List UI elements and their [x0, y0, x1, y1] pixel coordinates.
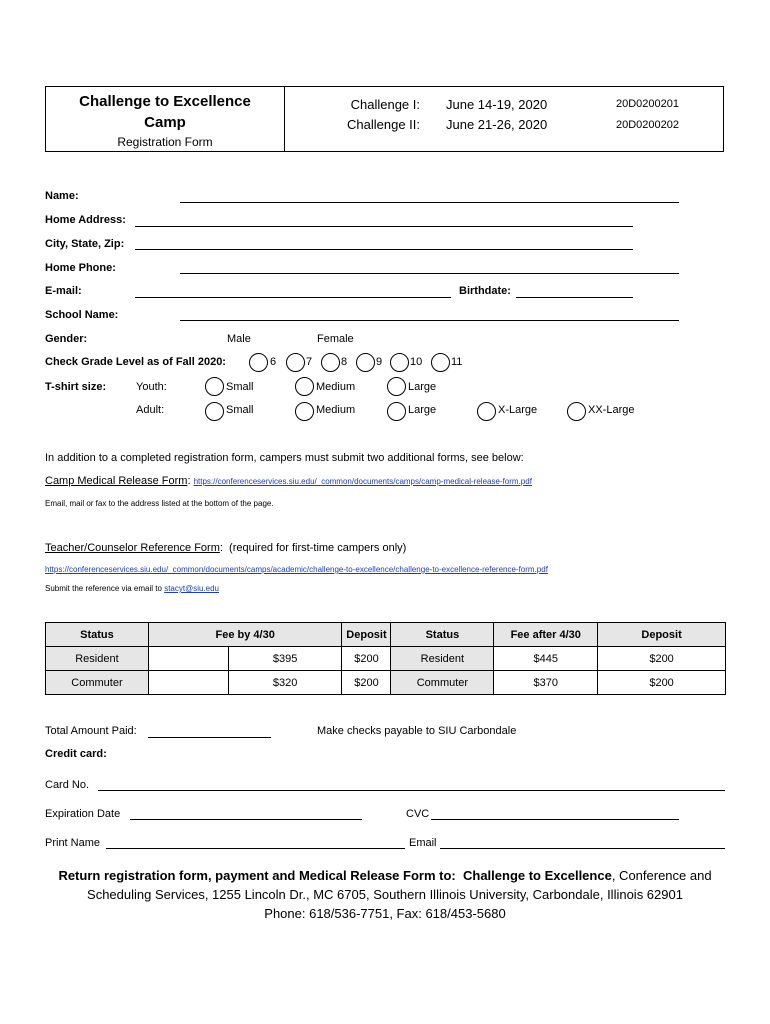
- row-status-2: Commuter: [391, 671, 494, 695]
- name-input-line[interactable]: [180, 202, 679, 203]
- school-name-label: School Name:: [45, 309, 119, 321]
- reference-form-link[interactable]: https://conferenceservices.siu.edu/_common/documents/camps/academic/challenge-to-excellence/challenge-to-excellence-reference-form.pdf: [45, 565, 548, 574]
- home-phone-label: Home Phone:: [45, 262, 116, 274]
- footer-org: Challenge to Excellence: [462, 868, 612, 883]
- youth-medium-radio[interactable]: [295, 377, 314, 396]
- email-label: E-mail:: [45, 285, 82, 297]
- adult-xxlarge-label: XX-Large: [588, 404, 635, 416]
- checkbox-cell[interactable]: [148, 647, 228, 671]
- reference-form-note: (required for first-time campers only): [229, 542, 407, 554]
- row-deposit-late: $200: [598, 647, 726, 671]
- adult-large-label: Large: [408, 404, 437, 416]
- table-row: [46, 671, 726, 695]
- fee-table-header: [46, 623, 726, 647]
- reference-submit-row: [45, 584, 219, 593]
- header-status: Status: [46, 623, 149, 647]
- header-title: [46, 91, 284, 133]
- row-fee-early: $320: [228, 671, 342, 695]
- payment-email-label: Email: [409, 837, 437, 849]
- card-no-input-line[interactable]: [98, 790, 725, 791]
- youth-large-radio[interactable]: [387, 377, 406, 396]
- credit-card-label: Credit card:: [45, 748, 107, 760]
- print-name-label: Print Name: [45, 837, 101, 849]
- session-2-label: Challenge II:: [347, 117, 420, 132]
- footer-line-3: Phone: 618/536-7751, Fax: 618/453-5680: [264, 906, 506, 921]
- medical-form-label: Camp Medical Release Form: [45, 475, 188, 487]
- grade-11-radio[interactable]: [431, 353, 450, 372]
- reference-submit-text: Submit the reference via email to: [45, 584, 162, 593]
- additional-forms-intro: In addition to a completed registration form, campers must submit two additional forms, see below:: [45, 452, 524, 464]
- cvc-label: CVC: [406, 808, 430, 820]
- adult-small-radio[interactable]: [205, 402, 224, 421]
- school-name-input-line[interactable]: [180, 320, 679, 321]
- reference-form-row: Teacher/Counselor Reference Form: (required for first-time campers only): [45, 542, 407, 554]
- grade-7-label: 7: [306, 356, 313, 368]
- print-name-input-line[interactable]: [106, 848, 405, 849]
- home-phone-input-line[interactable]: [180, 273, 679, 274]
- header-fee-early: Fee by 4/30: [148, 623, 342, 647]
- payment-email-input-line[interactable]: [440, 848, 725, 849]
- row-deposit-late: $200: [598, 671, 726, 695]
- adult-xlarge-radio[interactable]: [477, 402, 496, 421]
- grade-6-radio[interactable]: [249, 353, 268, 372]
- reference-form-label: Teacher/Counselor Reference Form: [45, 542, 220, 554]
- home-address-input-line[interactable]: [135, 226, 633, 227]
- grade-9-radio[interactable]: [356, 353, 375, 372]
- name-label: Name:: [45, 190, 79, 202]
- youth-small-radio[interactable]: [205, 377, 224, 396]
- city-state-zip-input-line[interactable]: [135, 249, 633, 250]
- card-no-label: Card No.: [45, 779, 90, 791]
- grade-7-radio[interactable]: [286, 353, 305, 372]
- medical-form-link[interactable]: https://conferenceservices.siu.edu/_common/documents/camps/camp-medical-release-form.pdf: [193, 477, 532, 486]
- row-deposit-early: $200: [342, 647, 391, 671]
- footer-after-org: , Conference and: [611, 868, 712, 883]
- row-status: Commuter: [46, 671, 149, 695]
- adult-medium-label: Medium: [316, 404, 356, 416]
- header-subtitle: Registration Form: [117, 135, 213, 149]
- header-fee-late: Fee after 4/30: [494, 623, 598, 647]
- gender-male-option[interactable]: Male: [227, 333, 251, 345]
- session-1-code: 20D0200201: [616, 98, 680, 110]
- medical-form-note: Email, mail or fax to the address listed at the bottom of the page.: [45, 499, 274, 508]
- grade-level-label: Check Grade Level as of Fall 2020:: [45, 356, 226, 368]
- tshirt-size-label: T-shirt size:: [45, 381, 107, 393]
- adult-xlarge-label: X-Large: [498, 404, 538, 416]
- birthdate-label: Birthdate:: [459, 285, 511, 297]
- session-1-label: Challenge I:: [350, 97, 420, 112]
- header-deposit-late: Deposit: [598, 623, 726, 647]
- adult-large-radio[interactable]: [387, 402, 406, 421]
- session-1-dates: June 14-19, 2020: [446, 97, 548, 112]
- expiration-input-line[interactable]: [130, 819, 362, 820]
- grade-6-label: 6: [270, 356, 277, 368]
- grade-9-label: 9: [376, 356, 383, 368]
- grade-10-radio[interactable]: [390, 353, 409, 372]
- title-line-2: Camp: [144, 114, 186, 131]
- table-row: [46, 647, 726, 671]
- grade-8-label: 8: [341, 356, 348, 368]
- header-deposit-early: Deposit: [342, 623, 391, 647]
- cvc-input-line[interactable]: [431, 819, 679, 820]
- footer-bold-lead: Return registration form, payment and Medical Release Form to:: [58, 868, 456, 883]
- city-state-zip-label: City, State, Zip:: [45, 238, 125, 250]
- footer-line-2: Scheduling Services, 1255 Lincoln Dr., MC 6705, Southern Illinois University, Carbondale, Illinois 62901: [87, 887, 683, 902]
- youth-medium-label: Medium: [316, 381, 356, 393]
- adult-small-label: Small: [226, 404, 254, 416]
- total-paid-input-line[interactable]: [148, 737, 271, 738]
- birthdate-input-line[interactable]: [516, 297, 633, 298]
- row-fee-early: $395: [228, 647, 342, 671]
- footer-line-1: [30, 866, 740, 885]
- grade-11-label: 11: [451, 356, 463, 368]
- checkbox-cell[interactable]: [148, 671, 228, 695]
- row-status-2: Resident: [391, 647, 494, 671]
- grade-8-radio[interactable]: [321, 353, 340, 372]
- fee-table: [45, 622, 726, 695]
- title-line-1: Challenge to Excellence: [79, 93, 251, 110]
- expiration-label: Expiration Date: [45, 808, 121, 820]
- youth-large-label: Large: [408, 381, 437, 393]
- reference-email-link[interactable]: stacyt@siu.edu: [164, 584, 219, 593]
- medical-form-row: Camp Medical Release Form: https://conferenceservices.siu.edu/_common/documents/camps/camp-medical-release-form.pdf: [45, 475, 532, 487]
- gender-label: Gender:: [45, 333, 88, 345]
- header-divider: [284, 87, 285, 151]
- header-status-2: Status: [391, 623, 494, 647]
- home-address-label: Home Address:: [45, 214, 126, 226]
- adult-label: Adult:: [136, 404, 165, 416]
- session-2-dates: June 21-26, 2020: [446, 117, 548, 132]
- checks-payable-note: Make checks payable to SIU Carbondale: [317, 725, 517, 737]
- youth-label: Youth:: [136, 381, 167, 393]
- row-fee-late: $370: [494, 671, 598, 695]
- row-fee-late: $445: [494, 647, 598, 671]
- row-status: Resident: [46, 647, 149, 671]
- session-2-code: 20D0200202: [616, 119, 680, 131]
- adult-medium-radio[interactable]: [295, 402, 314, 421]
- youth-small-label: Small: [226, 381, 254, 393]
- adult-xxlarge-radio[interactable]: [567, 402, 586, 421]
- header-box: [45, 86, 724, 152]
- total-paid-label: Total Amount Paid:: [45, 725, 137, 737]
- email-input-line[interactable]: [135, 297, 451, 298]
- row-deposit-early: $200: [342, 671, 391, 695]
- gender-female-option[interactable]: Female: [317, 333, 354, 345]
- grade-10-label: 10: [410, 356, 423, 368]
